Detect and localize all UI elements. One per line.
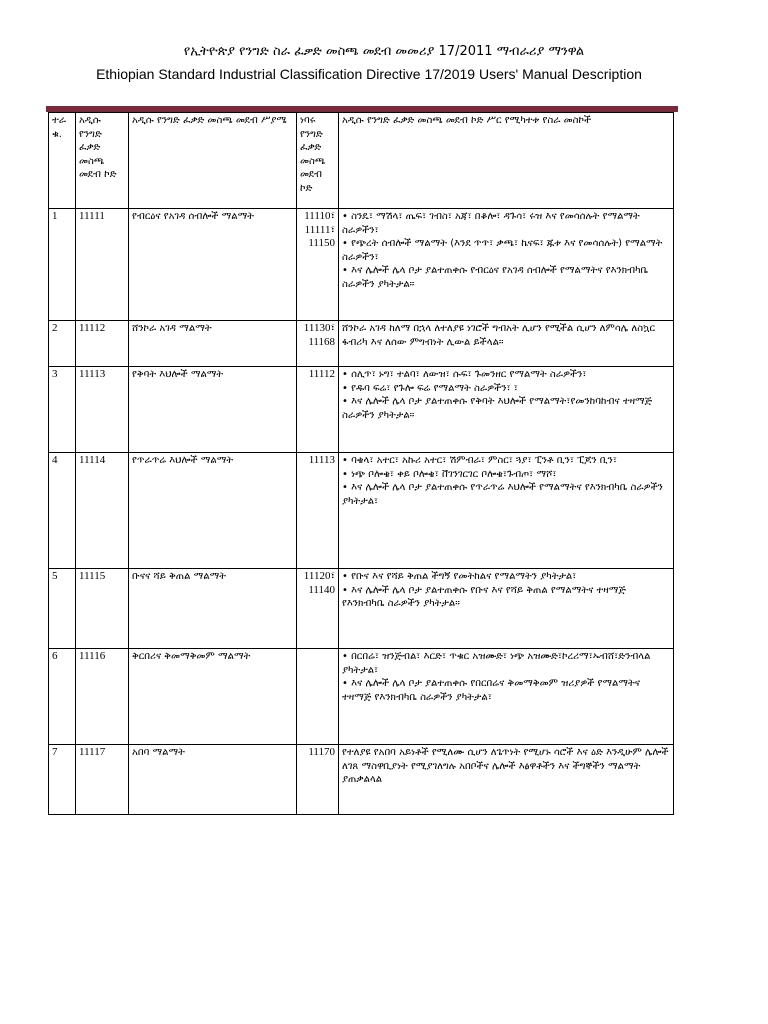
serial-number-cell: 1	[49, 209, 76, 321]
table-header-row	[49, 113, 674, 209]
old-code-cell: 11170	[297, 745, 339, 815]
activities-cell	[339, 321, 674, 367]
activities-cell	[339, 745, 674, 815]
serial-number-cell: 2	[49, 321, 76, 367]
table-row	[49, 649, 674, 745]
table-row	[49, 367, 674, 453]
header-new-code: አዲሱ የንግድ ፈቃድ መስጫ መደብ ኮድ	[76, 113, 129, 209]
activity-item: • ነጭ ቦሎቄ፣ ቀይ ቦሎቄ፣ ቨገንገርገር ቦሎቄ፣ጉብጦ፣ ማሾ፣	[342, 468, 557, 480]
activity-item: ሸንኮራ አገዳ ከለማ በኋላ ለተለያዩ ነገሮች ግብአት ሊሆን የሚችል ሲሆን ለምሳሌ ለስኳር ፋብሪካ እና ለሰው ምግብነት ሊውል ይችላል።	[342, 323, 656, 348]
new-code-cell: 11117	[76, 745, 129, 815]
activity-item: • በርበሬ፣ ዝንጅብል፣ እርድ፣ ጥቁር አዝሙድ፣ ነጭ አዝሙድ፣ኮረሪማ፣ኡብሸ፣ድንብላል ያካትታል፣	[342, 651, 651, 676]
activity-item: • እና ሌሎች ሌላ ቦታ ያልተጠቀሱ የጥራጥሬ እህሎች የማልማትና የእንክብካቤ ስራዎችን ያካትታል፣	[342, 482, 663, 507]
old-code-cell: 11113	[297, 453, 339, 569]
activity-item: • እና ሌሎች ሌላ ቦታ ያልተጠቀሱ የበርበሬና ቅመማቅመም ዝሪያዎች የማልማትና ተዛማጅ የእንክብካቤ ስራዎችን ያካትታል፣	[342, 678, 641, 703]
activity-item: የተለያዩ የአበባ አይነቶች የሚለሙ ሲሆን ለጌጥነት የሚሆኑ ሳሮች እና ዕድ እንዲሁም ሌሎች ለገጸ ማስዋቢያነት የሚያገለግሉ አበቦችና ሌሎች እፅዋቶችን እና ችግኞችን ማልማት ያጠቃልላል	[342, 747, 669, 786]
old-code-cell: 11120፣ 11140	[297, 569, 339, 649]
new-name-cell: ቡናና ሻይ ቅጠል ማልማት	[129, 569, 297, 649]
document-title-english: Ethiopian Standard Industrial Classification Directive 17/2019 Users' Manual Description	[96, 66, 642, 82]
new-name-cell: ሸንኮራ አገዳ ማልማት	[129, 321, 297, 367]
activities-cell	[339, 453, 674, 569]
new-name-cell: አበባ ማልማት	[129, 745, 297, 815]
old-code-cell: 11112	[297, 367, 339, 453]
new-code-cell: 11111	[76, 209, 129, 321]
serial-number-cell: 6	[49, 649, 76, 745]
activities-cell	[339, 649, 674, 745]
activity-item: • እና ሌሎች ሌላ ቦታ ያልተጠቀሱ የቡና እና የሻይ ቅጠል የማልማትና ተዛማጅ የእንክብካቤ ስራዎችን ያካትታል።	[342, 584, 626, 610]
new-code-cell: 11113	[76, 367, 129, 453]
serial-number-cell: 5	[49, 569, 76, 649]
new-code-cell: 11114	[76, 453, 129, 569]
activity-item: • ስንዴ፣ ማሽላ፣ ጤፍ፣ ገብስ፣ አጃ፣ በቆሎ፣ ዳጉሳ፣ ሩዝ እና የመሳሰሉት የማልማት ስራዎችን፣	[342, 211, 640, 236]
old-code-cell	[297, 649, 339, 745]
classification-table	[48, 112, 674, 815]
document-title-amharic: የኢትዮጵያ የንግድ ስራ ፈቃድ መስጫ መደብ መመሪያ 17/2011 ማብራሪያ ማንዋል	[183, 44, 585, 59]
activity-item: • የጭረት ሰብሎች ማልማት (እንደ ጥጥ፣ ቃጫ፣ ኬናፍ፣ ጁቱ እና የመሳሰሉት) የማልማት ስራዎችን፣	[342, 238, 663, 263]
serial-number-cell: 4	[49, 453, 76, 569]
activities-cell	[339, 209, 674, 321]
table-row	[49, 321, 674, 367]
table-row	[49, 453, 674, 569]
header-activities: አዲሱ የንግድ ፈቃድ መስጫ መደብ ኮድ ሥር የሚካተቱ የስራ መስኮች	[339, 113, 674, 209]
activity-item: • የዱባ ፍሬ፣ የጉሎ ፍሬ የማልማት ስራዎችን፣ ፣	[342, 382, 518, 394]
header-new-name: አዲሱ የንግድ ፈቃድ መስጫ መደብ ሥያሜ	[129, 113, 297, 209]
new-name-cell: የብርዕና የአገዳ ሰብሎች ማልማት	[129, 209, 297, 321]
new-name-cell: የጥራጥሬ እህሎች ማልማት	[129, 453, 297, 569]
new-name-cell: የቅባት እህሎች ማልማት	[129, 367, 297, 453]
activity-item: • እና ሌሎች ሌላ ቦታ ያልተጠቀሱ የብርዕና የአገዳ ሰብሎች የማልማትና የእንክብካቤ ስራዎችን ያካትታል።	[342, 265, 649, 290]
activity-item: • እና ሌሎች ሌላ ቦታ ያልተጠቀሱ የቅባት እህሎች የማልማት፣የመንከባከብና ተዛማጅ ስራዎችን ያካትታል።	[342, 396, 653, 421]
new-code-cell: 11116	[76, 649, 129, 745]
new-code-cell: 11115	[76, 569, 129, 649]
activities-cell	[339, 367, 674, 453]
activity-item: • ባቄላ፣ አተር፣ አኩሪ አተር፣ ሽምብራ፣ ምስር፣ ጓያ፣ ፒንቶ ቢን፣ ፒጆን ቢን፣	[342, 455, 617, 466]
activities-cell	[339, 569, 674, 649]
old-code-cell: 11130፣ 11168	[297, 321, 339, 367]
table-row	[49, 745, 674, 815]
header-old-code: ነባሩ የንግድ ፈቃድ መስጫ መደብ ኮድ	[297, 113, 339, 209]
serial-number-cell: 3	[49, 367, 76, 453]
header-serial-no: ተራ ቁ.	[49, 113, 76, 209]
table-row	[49, 569, 674, 649]
new-code-cell: 11112	[76, 321, 129, 367]
old-code-cell: 11110፣ 11111፣ 11150	[297, 209, 339, 321]
activity-item: • የቡና እና የሻይ ቅጠል ችግኝ የመትከልና የማልማትን ያካትታል፣	[342, 571, 577, 582]
new-name-cell: ቅርበሪና ቅመማቅመም ማልማት	[129, 649, 297, 745]
serial-number-cell: 7	[49, 745, 76, 815]
activity-item: • ሰሊጥ፣ ኑግ፣ ተልባ፣ ለውዝ፣ ሱፍ፣ ጉመንዘር የማልማት ስራዎችን፣	[342, 369, 587, 380]
table-row	[49, 209, 674, 321]
